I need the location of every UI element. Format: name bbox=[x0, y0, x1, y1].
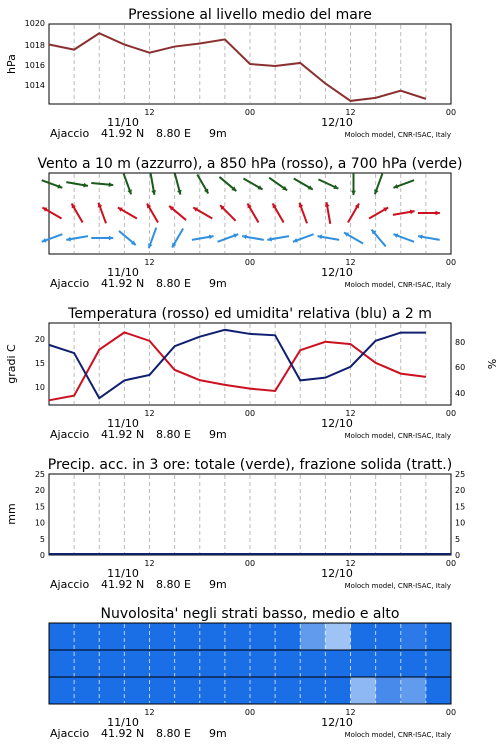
cloud-title: Nuvolosita' negli strati basso, medio e alto bbox=[100, 606, 400, 622]
cloud-cell bbox=[325, 650, 351, 677]
cloud-cell bbox=[275, 677, 301, 704]
x-tick-label: 12 bbox=[144, 559, 155, 568]
date-label: 12/10 bbox=[321, 716, 353, 729]
x-tick-label: 12 bbox=[345, 409, 356, 418]
cloud-cell bbox=[175, 650, 201, 677]
location-lat: 41.92 N bbox=[101, 578, 145, 591]
cloud-cell bbox=[351, 650, 377, 677]
location-elevation: 9m bbox=[209, 727, 227, 740]
x-tick-label: 00 bbox=[445, 708, 457, 717]
cloud-cell bbox=[275, 650, 301, 677]
location-name: Ajaccio bbox=[50, 578, 90, 591]
precip-ytick-right: 15 bbox=[455, 502, 466, 512]
cloud-cell bbox=[200, 623, 226, 650]
precip-grid bbox=[74, 475, 426, 554]
location-lon: 8.80 E bbox=[156, 127, 191, 140]
x-tick-label: 00 bbox=[244, 258, 256, 267]
location-lon: 8.80 E bbox=[156, 727, 191, 740]
cloud-cell bbox=[300, 650, 326, 677]
wind-700-arrow-head bbox=[351, 191, 356, 195]
location-elevation: 9m bbox=[209, 127, 227, 140]
x-tick-label: 00 bbox=[244, 708, 256, 717]
date-label: 11/10 bbox=[107, 716, 139, 729]
cloud-cell bbox=[49, 650, 75, 677]
cloud-cell bbox=[175, 623, 201, 650]
wind-arrows bbox=[42, 173, 440, 248]
location-lat: 41.92 N bbox=[101, 277, 145, 290]
precip-ytick-left: 20 bbox=[34, 486, 45, 496]
cloud-cell bbox=[300, 677, 326, 704]
rh-ytick: 60 bbox=[455, 363, 466, 372]
cloud-cell bbox=[275, 623, 301, 650]
x-tick-label: 00 bbox=[445, 108, 457, 117]
location-elevation: 9m bbox=[209, 578, 227, 591]
pressure-ytick: 1018 bbox=[24, 41, 45, 50]
model-credit: Moloch model, CNR-ISAC, Italy bbox=[344, 582, 451, 590]
pressure-ytick: 1020 bbox=[24, 19, 45, 28]
temp-title: Temperatura (rosso) ed umidita' relativa (blu) a 2 m bbox=[68, 306, 432, 322]
cloud-cell bbox=[124, 623, 150, 650]
x-tick-label: 12 bbox=[345, 708, 356, 717]
cloud-cells bbox=[49, 623, 452, 704]
precip-ytick-right: 25 bbox=[455, 470, 466, 479]
cloud-cell bbox=[401, 677, 427, 704]
pressure-ytick: 1016 bbox=[24, 61, 45, 70]
cloud-cell bbox=[426, 623, 452, 650]
date-label: 11/10 bbox=[107, 116, 139, 129]
cloud-cell bbox=[74, 650, 100, 677]
precip-ytick-right: 10 bbox=[455, 518, 466, 528]
cloud-cell bbox=[325, 623, 351, 650]
cloud-cell bbox=[150, 677, 176, 704]
location-elevation: 9m bbox=[209, 428, 227, 441]
cloud-cell bbox=[175, 677, 201, 704]
x-tick-label: 12 bbox=[144, 108, 155, 117]
cloud-cell bbox=[225, 677, 251, 704]
cloud-cell bbox=[376, 650, 402, 677]
x-tick-label: 12 bbox=[144, 708, 155, 717]
cloud-cell bbox=[124, 650, 150, 677]
cloud-cell bbox=[376, 623, 402, 650]
x-tick-label: 12 bbox=[144, 258, 155, 267]
precip-ytick-right: 5 bbox=[455, 534, 461, 544]
x-tick-label: 12 bbox=[144, 409, 155, 418]
precip-ytick-left: 25 bbox=[34, 470, 45, 479]
cloud-cell bbox=[250, 623, 276, 650]
location-lon: 8.80 E bbox=[156, 277, 191, 290]
cloud-cell bbox=[150, 623, 176, 650]
cloud-cell bbox=[74, 623, 100, 650]
location-name: Ajaccio bbox=[50, 428, 90, 441]
cloud-cell bbox=[74, 677, 100, 704]
x-tick-label: 00 bbox=[244, 559, 256, 568]
pressure-ylabel: hPa bbox=[5, 54, 18, 74]
location-name: Ajaccio bbox=[50, 127, 90, 140]
wind-850-arrow-head bbox=[435, 211, 439, 216]
wind-10m-arrow-head bbox=[109, 236, 113, 241]
model-credit: Moloch model, CNR-ISAC, Italy bbox=[344, 432, 451, 440]
date-label: 11/10 bbox=[107, 417, 139, 430]
rh-ytick: 80 bbox=[455, 338, 466, 347]
cloud-cell bbox=[99, 650, 125, 677]
x-tick-label: 00 bbox=[445, 559, 457, 568]
model-credit: Moloch model, CNR-ISAC, Italy bbox=[344, 731, 451, 739]
x-tick-label: 00 bbox=[445, 409, 457, 418]
model-credit: Moloch model, CNR-ISAC, Italy bbox=[344, 281, 451, 289]
wind-title: Vento a 10 m (azzurro), a 850 hPa (rosso), a 700 hPa (verde) bbox=[37, 156, 463, 172]
cloud-cell bbox=[250, 677, 276, 704]
temp-ytick: 10 bbox=[34, 383, 45, 392]
x-tick-label: 12 bbox=[345, 108, 356, 117]
location-lon: 8.80 E bbox=[156, 428, 191, 441]
cloud-cell bbox=[49, 623, 75, 650]
cloud-cell bbox=[401, 623, 427, 650]
cloud-cell bbox=[351, 677, 377, 704]
x-tick-label: 00 bbox=[244, 108, 256, 117]
date-label: 12/10 bbox=[321, 116, 353, 129]
cloud-cell bbox=[426, 677, 452, 704]
temp-ytick: 15 bbox=[34, 359, 45, 368]
precip-frame bbox=[49, 474, 451, 555]
location-lon: 8.80 E bbox=[156, 578, 191, 591]
location-lat: 41.92 N bbox=[101, 127, 145, 140]
temperature-line bbox=[49, 332, 426, 400]
x-tick-label: 00 bbox=[244, 409, 256, 418]
humidity-line bbox=[49, 330, 426, 398]
cloud-cell bbox=[376, 677, 402, 704]
x-tick-label: 00 bbox=[445, 258, 457, 267]
cloud-cell bbox=[124, 677, 150, 704]
date-label: 12/10 bbox=[321, 266, 353, 279]
precip-ytick-left: 10 bbox=[34, 518, 45, 528]
cloud-cell bbox=[49, 677, 75, 704]
precip-ytick-right: 0 bbox=[455, 551, 461, 560]
location-lat: 41.92 N bbox=[101, 428, 145, 441]
cloud-cell bbox=[426, 650, 452, 677]
cloud-cell bbox=[325, 677, 351, 704]
cloud-cell bbox=[250, 650, 276, 677]
pressure-title: Pressione al livello medio del mare bbox=[128, 7, 372, 23]
cloud-cell bbox=[225, 623, 251, 650]
model-credit: Moloch model, CNR-ISAC, Italy bbox=[344, 131, 451, 139]
cloud-cell bbox=[300, 623, 326, 650]
cloud-cell bbox=[401, 650, 427, 677]
date-label: 11/10 bbox=[107, 567, 139, 580]
precip-title: Precip. acc. in 3 ore: totale (verde), frazione solida (tratt.) bbox=[47, 457, 453, 473]
date-label: 12/10 bbox=[321, 567, 353, 580]
rh-ylabel: % bbox=[485, 358, 498, 370]
temp-ytick: 20 bbox=[34, 335, 45, 344]
location-name: Ajaccio bbox=[50, 727, 90, 740]
cloud-cell bbox=[99, 677, 125, 704]
location-lat: 41.92 N bbox=[101, 727, 145, 740]
precip-ytick-right: 20 bbox=[455, 486, 466, 496]
location-name: Ajaccio bbox=[50, 277, 90, 290]
date-label: 12/10 bbox=[321, 417, 353, 430]
precip-ytick-left: 5 bbox=[39, 534, 45, 544]
cloud-cell bbox=[200, 677, 226, 704]
cloud-cell bbox=[351, 623, 377, 650]
cloud-cell bbox=[225, 650, 251, 677]
pressure-ytick: 1014 bbox=[24, 81, 45, 90]
temp-grid bbox=[74, 324, 426, 404]
pressure-line bbox=[49, 33, 426, 101]
rh-ytick: 40 bbox=[455, 389, 466, 398]
cloud-cell bbox=[200, 650, 226, 677]
temp-ylabel: gradi C bbox=[5, 344, 18, 384]
x-tick-label: 12 bbox=[345, 559, 356, 568]
precip-ytick-left: 15 bbox=[34, 502, 45, 512]
precip-ytick-left: 0 bbox=[39, 551, 45, 560]
x-tick-label: 12 bbox=[345, 258, 356, 267]
cloud-cell bbox=[99, 623, 125, 650]
location-elevation: 9m bbox=[209, 277, 227, 290]
wind-700-arrow-head bbox=[109, 182, 114, 187]
date-label: 11/10 bbox=[107, 266, 139, 279]
precip-ylabel: mm bbox=[5, 503, 18, 525]
cloud-cell bbox=[150, 650, 176, 677]
